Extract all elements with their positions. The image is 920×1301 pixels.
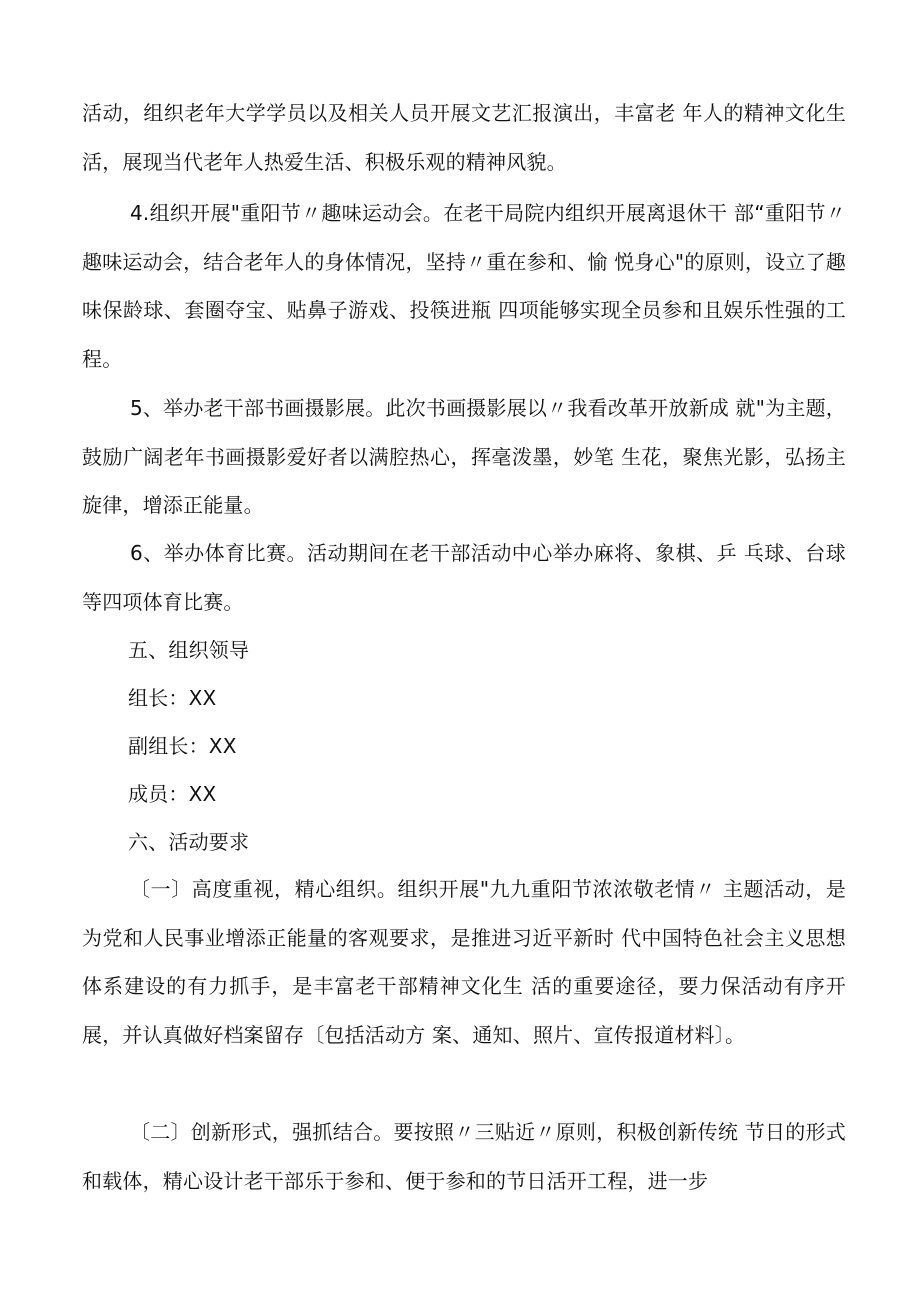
paragraph-requirement-two: 〔二〕创新形式，强抓结合。要按照〃三贴近〃原则，积极创新传统 节日的形式和载体，精心设计老干部乐于参和、便于参和的节日活开工程，进一步 — [82, 1120, 846, 1193]
paragraph-requirement-one: 〔一〕高度重视，精心组织。组织开展"九九重阳节浓浓敬老情〃 主题活动，是为党和人民事业增添正能量的客观要求，是推进习近平新时 代中国特色社会主义思想体系建设的有力抓手，是丰富老干部精神文化生 活的重要途径，要力保活动有序开展，并认真做好档案留存〔包括活动方 案、通知、照片、宣传报道材料〕。 — [82, 877, 846, 1047]
section-heading-requirements: 六、活动要求 — [128, 830, 250, 854]
paragraph-sports-meet: 4.组织开展"重阳节〃趣味运动会。在老干局院内组织开展离退休干 部“重阳节〃趣味运动会，结合老年人的身体情况，坚持〃重在参和、愉 悦身心"的原则，设立了趣味保龄球、套圈夺宝、贴鼻子游戏、投筷进瓶 四项能够实现全员参和且娱乐性强的工程。 — [82, 201, 846, 371]
leader-line: 组长：XX — [128, 686, 217, 710]
paragraph-sports-competition: 6、举办体育比赛。活动期间在老干部活动中心举办麻将、象棋、乒 乓球、台球等四项体育比赛。 — [82, 541, 846, 614]
paragraph-art-photo-exhibition: 5、举办老干部书画摄影展。此次书画摄影展以〃我看改革开放新成 就"为主题，鼓励广阔老年书画摄影爱好者以满腔热心，挥毫泼墨，妙笔 生花，聚焦光影，弘扬主旋律，增添正能量。 — [82, 396, 846, 517]
deputy-leader-line: 副组长：XX — [128, 734, 237, 758]
paragraph-cultural-performance: 活动，组织老年大学学员以及相关人员开展文艺汇报演出，丰富老 年人的精神文化生活，展现当代老年人热爱生活、积极乐观的精神风貌。 — [82, 101, 846, 174]
members-line: 成员：XX — [128, 782, 217, 806]
section-heading-organization: 五、组织领导 — [128, 638, 250, 662]
